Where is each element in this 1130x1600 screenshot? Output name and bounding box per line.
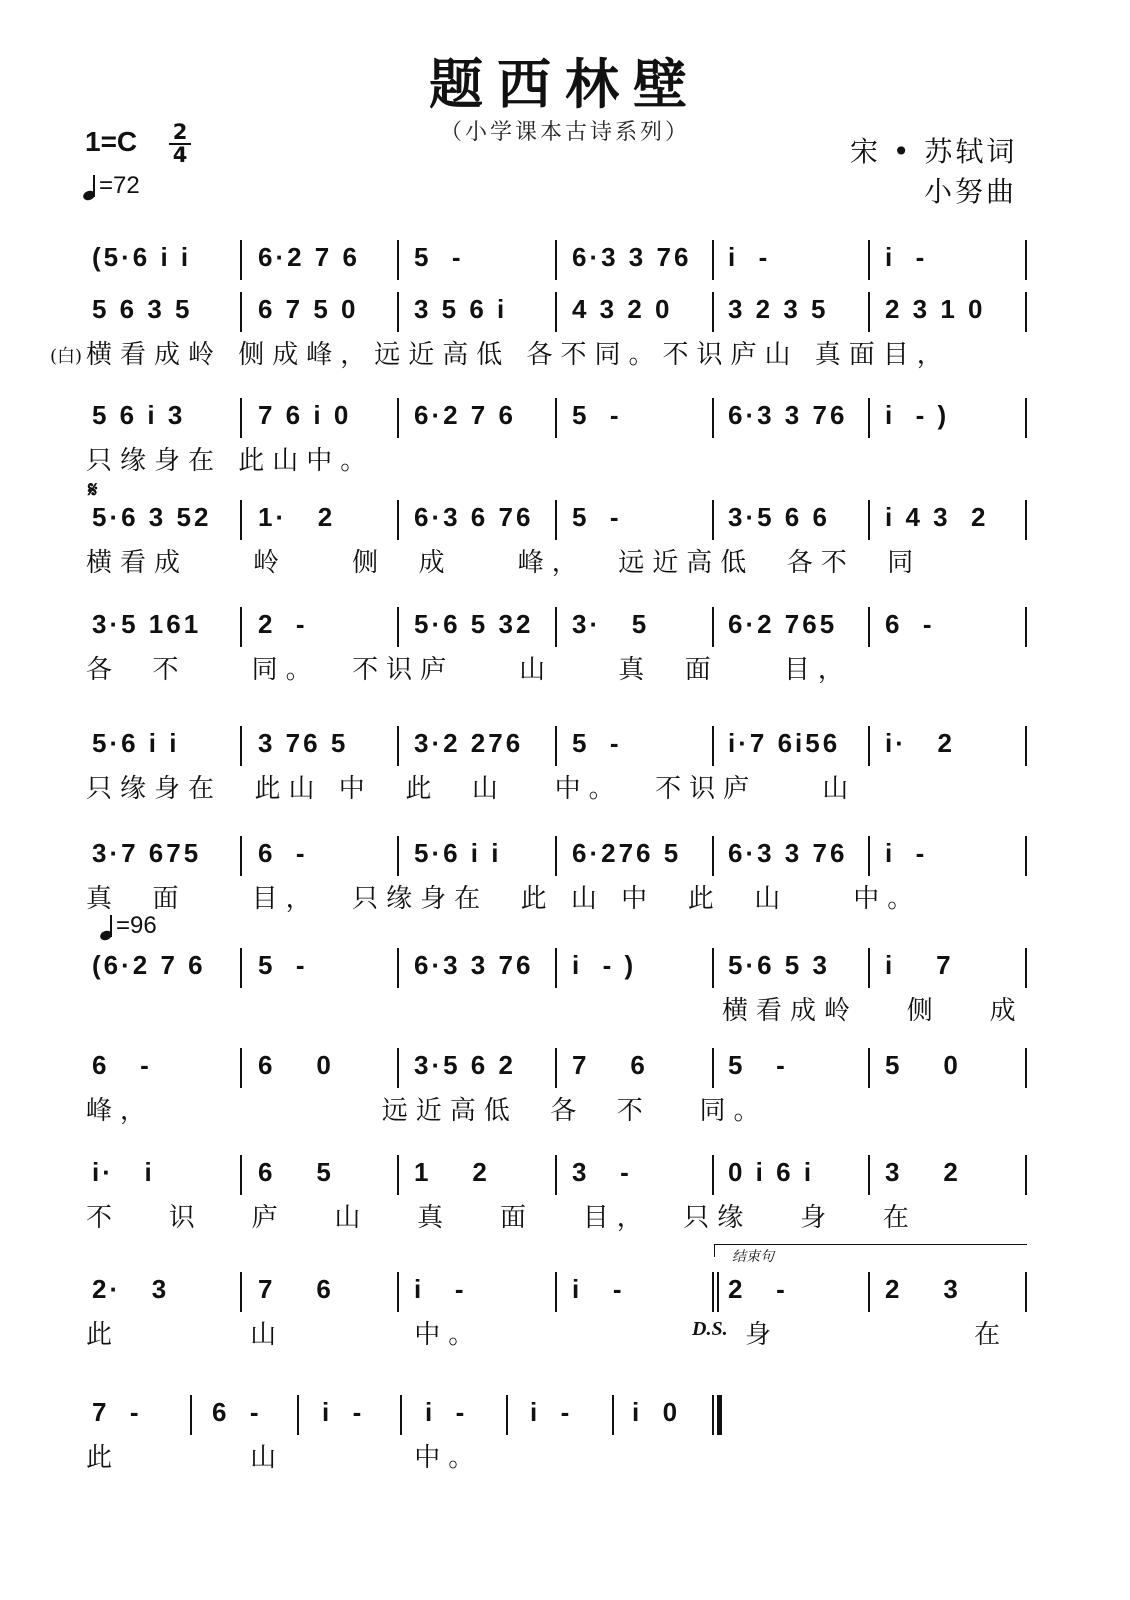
measure-notes: 3·2 276 bbox=[414, 728, 524, 758]
measure-notes: 3·7 675 bbox=[92, 838, 202, 868]
measure-notes: 3· 5 bbox=[572, 609, 650, 639]
measure-notes: i - bbox=[414, 1274, 467, 1304]
measure-notes: i - bbox=[728, 242, 771, 272]
barline bbox=[868, 240, 870, 280]
composer-credit: 小努曲 bbox=[924, 175, 1018, 208]
lyric-line: 真 面 目， 只缘身在 此 山 中 此 山 中。 bbox=[86, 884, 922, 914]
barline bbox=[555, 500, 557, 540]
score-system bbox=[0, 1155, 1130, 1245]
measure-notes: 6·276 5 bbox=[572, 838, 682, 868]
score-system bbox=[0, 478, 1130, 590]
measure-notes: 3·5 6 2 bbox=[414, 1050, 516, 1080]
barline bbox=[712, 240, 714, 280]
measure-notes: 6·3 3 76 bbox=[414, 950, 534, 980]
lyric-line: 横看成岭 侧成峰，远近高低 各不同。不识庐山 真面目， bbox=[86, 340, 951, 370]
tempo-marking bbox=[83, 172, 140, 200]
measure-notes: 6·3 3 76 bbox=[572, 242, 692, 272]
measure-notes: 7 6 i 0 bbox=[258, 400, 352, 430]
barline bbox=[712, 607, 714, 647]
tempo-value-2: =96 bbox=[116, 912, 157, 939]
measure-notes: 2 3 bbox=[885, 1274, 961, 1304]
measure-notes: 5·6 i i bbox=[414, 838, 502, 868]
measure-notes: 6·2 7 6 bbox=[414, 400, 516, 430]
lyric-line: 只缘身在 此山 中 此 山 中。 不识庐 山 bbox=[86, 774, 857, 804]
measure-notes: 3·5 161 bbox=[92, 609, 202, 639]
barline bbox=[1025, 948, 1027, 988]
measure-notes: 6 - bbox=[92, 1050, 152, 1080]
barline bbox=[240, 726, 242, 766]
barline bbox=[555, 836, 557, 876]
barline bbox=[1025, 836, 1027, 876]
measure-notes: i - bbox=[572, 1274, 625, 1304]
measure-notes: i - bbox=[425, 1397, 468, 1427]
barline bbox=[555, 607, 557, 647]
measure-notes: 5·6 5 32 bbox=[414, 609, 534, 639]
barline bbox=[555, 948, 557, 988]
barline bbox=[397, 726, 399, 766]
measure-notes: i· i bbox=[92, 1157, 155, 1187]
barline bbox=[712, 948, 714, 988]
barline bbox=[240, 500, 242, 540]
measure-notes: 3 - bbox=[572, 1157, 632, 1187]
barline bbox=[506, 1395, 508, 1435]
barline bbox=[397, 1155, 399, 1195]
barline bbox=[712, 1048, 714, 1088]
measure-notes: (5·6 i i bbox=[92, 242, 192, 272]
barline bbox=[555, 1272, 557, 1312]
measure-notes: i 4 3 2 bbox=[885, 502, 989, 532]
barline bbox=[712, 500, 714, 540]
barline bbox=[555, 726, 557, 766]
barline bbox=[397, 1272, 399, 1312]
score-system bbox=[0, 1395, 1130, 1485]
barline bbox=[397, 948, 399, 988]
measure-notes: 0 i 6 i bbox=[728, 1157, 815, 1187]
score-system bbox=[0, 292, 1130, 382]
ending-label: 结束句 bbox=[732, 1249, 774, 1265]
measure-notes: 3 2 3 5 bbox=[728, 294, 829, 324]
barline bbox=[397, 292, 399, 332]
lyric-line: 峰， 远近高低 各 不 同。 bbox=[86, 1096, 768, 1126]
measure-notes: 5 6 3 5 bbox=[92, 294, 193, 324]
time-signature bbox=[167, 122, 193, 166]
measure-notes: 6 - bbox=[885, 609, 935, 639]
score-system bbox=[0, 726, 1130, 816]
barline bbox=[1025, 1155, 1027, 1195]
measure-notes: 5·6 i i bbox=[92, 728, 180, 758]
barline bbox=[1025, 500, 1027, 540]
measure-notes: 6 7 5 0 bbox=[258, 294, 359, 324]
barline bbox=[868, 398, 870, 438]
barline bbox=[868, 292, 870, 332]
barline bbox=[1025, 398, 1027, 438]
barline bbox=[397, 240, 399, 280]
measure-notes: 6 5 bbox=[258, 1157, 334, 1187]
time-top: 2 bbox=[172, 120, 188, 144]
barline bbox=[240, 1272, 242, 1312]
score-system bbox=[0, 398, 1130, 488]
barline bbox=[868, 500, 870, 540]
measure-notes: 2· 3 bbox=[92, 1274, 170, 1304]
measure-notes: 3 76 5 bbox=[258, 728, 349, 758]
barline bbox=[868, 1048, 870, 1088]
score-system bbox=[0, 948, 1130, 1038]
barline bbox=[712, 836, 714, 876]
barline bbox=[555, 292, 557, 332]
measure-notes: 6 0 bbox=[258, 1050, 334, 1080]
barline bbox=[1025, 726, 1027, 766]
lyric-line: 此 山 中。 bbox=[86, 1443, 483, 1473]
barline bbox=[868, 607, 870, 647]
measure-notes: 5·6 5 3 bbox=[728, 950, 830, 980]
segno-sign: 𝄋 bbox=[88, 478, 98, 503]
measure-notes: 7 6 bbox=[572, 1050, 648, 1080]
measure-notes: 6·2 7 6 bbox=[258, 242, 360, 272]
measure-notes: 2 - bbox=[728, 1274, 788, 1304]
measure-notes: i 7 bbox=[885, 950, 954, 980]
barline bbox=[612, 1395, 614, 1435]
barline bbox=[868, 1272, 870, 1312]
measure-notes: 3 2 bbox=[885, 1157, 961, 1187]
measure-notes: i 0 bbox=[632, 1397, 681, 1427]
lyric-prefix: (白) bbox=[50, 346, 83, 367]
barline bbox=[240, 240, 242, 280]
lyric-line: 横看成 岭 侧 成 峰， 远近高低 各不 同 bbox=[86, 548, 922, 578]
barline bbox=[240, 292, 242, 332]
double-barline bbox=[712, 1272, 719, 1312]
measure-notes: 6 - bbox=[212, 1397, 262, 1427]
measure-notes: i - bbox=[530, 1397, 573, 1427]
barline bbox=[397, 607, 399, 647]
barline bbox=[240, 1155, 242, 1195]
lyric-line: 不 识 庐 山 真 面 目， 只缘 身 在 bbox=[86, 1203, 917, 1233]
measure-notes: 7 - bbox=[92, 1397, 142, 1427]
measure-notes: 4 3 2 0 bbox=[572, 294, 673, 324]
measure-notes: 5 - bbox=[572, 400, 622, 430]
barline bbox=[1025, 240, 1027, 280]
quarter-note-icon bbox=[83, 174, 99, 200]
barline bbox=[400, 1395, 402, 1435]
barline bbox=[712, 292, 714, 332]
tempo-value: =72 bbox=[99, 172, 140, 199]
barline bbox=[555, 1048, 557, 1088]
lyric-line: 只缘身在 此山中。 bbox=[86, 446, 375, 476]
lyric-line: 横看成岭 侧 成 bbox=[722, 996, 1024, 1026]
page-title: 题西林壁 bbox=[429, 52, 701, 116]
barline bbox=[297, 1395, 299, 1435]
measure-notes: 5 - bbox=[572, 502, 622, 532]
barline bbox=[190, 1395, 192, 1435]
measure-notes: 1 2 bbox=[414, 1157, 490, 1187]
measure-notes: 5 - bbox=[414, 242, 464, 272]
barline bbox=[397, 500, 399, 540]
barline bbox=[240, 836, 242, 876]
dal-segno-mark: D.S. bbox=[692, 1318, 728, 1340]
measure-notes: 6 - bbox=[258, 838, 308, 868]
final-barline bbox=[712, 1395, 722, 1435]
measure-notes: 6·2 765 bbox=[728, 609, 838, 639]
measure-notes: 6·3 3 76 bbox=[728, 400, 848, 430]
measure-notes: i· 2 bbox=[885, 728, 956, 758]
lyric-line: 此 山 中。 bbox=[86, 1320, 483, 1350]
measure-notes: 1· 2 bbox=[258, 502, 336, 532]
score-system bbox=[0, 607, 1130, 697]
subtitle: （小学课本古诗系列） bbox=[439, 120, 690, 145]
barline bbox=[868, 726, 870, 766]
measure-notes: 7 6 bbox=[258, 1274, 334, 1304]
barline bbox=[1025, 607, 1027, 647]
barline bbox=[397, 1048, 399, 1088]
measure-notes: 5·6 3 52 bbox=[92, 502, 212, 532]
lyric-line-ending: 身 在 bbox=[745, 1320, 1009, 1350]
measure-notes: 6·3 3 76 bbox=[728, 838, 848, 868]
measure-notes: 3 5 6 i bbox=[414, 294, 508, 324]
barline bbox=[1025, 1272, 1027, 1312]
score-system bbox=[0, 1048, 1130, 1138]
barline bbox=[712, 1155, 714, 1195]
measure-notes: 5 - bbox=[572, 728, 622, 758]
barline bbox=[240, 948, 242, 988]
measure-notes: (6·2 7 6 bbox=[92, 950, 206, 980]
barline bbox=[868, 1155, 870, 1195]
barline bbox=[397, 398, 399, 438]
barline bbox=[1025, 1048, 1027, 1088]
measure-notes: 6·3 6 76 bbox=[414, 502, 534, 532]
measure-notes: i - bbox=[885, 242, 928, 272]
measure-notes: 5 6 i 3 bbox=[92, 400, 186, 430]
barline bbox=[868, 948, 870, 988]
score-system bbox=[0, 1249, 1130, 1362]
poet-credit: 宋 • 苏轼词 bbox=[850, 135, 1018, 168]
barline bbox=[1025, 292, 1027, 332]
barline bbox=[555, 240, 557, 280]
barline bbox=[555, 1155, 557, 1195]
measure-notes: 3·5 6 6 bbox=[728, 502, 830, 532]
measure-notes: i - bbox=[322, 1397, 365, 1427]
measure-notes: 5 - bbox=[728, 1050, 788, 1080]
barline bbox=[397, 836, 399, 876]
barline bbox=[240, 607, 242, 647]
measure-notes: i - ) bbox=[885, 400, 950, 430]
measure-notes: i - bbox=[885, 838, 928, 868]
score-system bbox=[0, 836, 1130, 926]
barline bbox=[712, 726, 714, 766]
barline bbox=[712, 398, 714, 438]
barline bbox=[240, 398, 242, 438]
barline bbox=[555, 398, 557, 438]
measure-notes: 2 3 1 0 bbox=[885, 294, 986, 324]
barline bbox=[868, 836, 870, 876]
measure-notes: i·7 6i56 bbox=[728, 728, 841, 758]
measure-notes: 2 - bbox=[258, 609, 308, 639]
measure-notes: 5 - bbox=[258, 950, 308, 980]
measure-notes: 5 0 bbox=[885, 1050, 961, 1080]
time-bottom: 4 bbox=[172, 143, 188, 167]
key-signature: 1=C bbox=[85, 126, 138, 157]
barline bbox=[240, 1048, 242, 1088]
measure-notes: i - ) bbox=[572, 950, 637, 980]
lyric-line: 各 不 同。 不识庐 山 真 面 目， bbox=[86, 655, 852, 685]
